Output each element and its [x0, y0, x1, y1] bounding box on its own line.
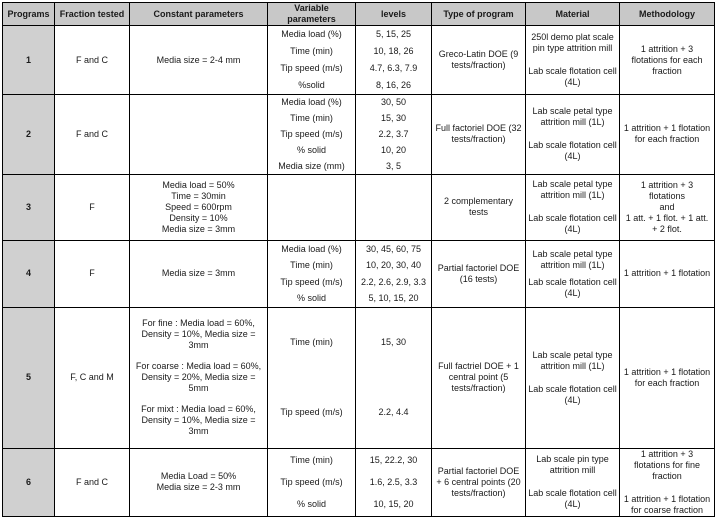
- material-line: Lab scale flotation cell (4L): [528, 488, 617, 510]
- material: [526, 307, 620, 448]
- program-number: 5: [3, 307, 55, 448]
- level-values: 10, 18, 26: [373, 46, 414, 56]
- variable-name: Tip speed (m/s): [280, 407, 343, 418]
- variable-name: Time (min): [290, 454, 333, 465]
- level-values: 30, 45, 60, 75: [365, 243, 422, 254]
- methodology-line: 1 attrition + 1 flotation for each fraction: [623, 366, 711, 388]
- levels: [356, 174, 432, 240]
- methodology-line: and: [659, 201, 675, 212]
- variable-parameters: [268, 26, 356, 95]
- variable-name: Time (min): [290, 260, 333, 271]
- fraction-tested: F and C: [55, 95, 130, 175]
- constant-parameters: [130, 95, 268, 175]
- constant-line: Media size = 3mm: [161, 268, 236, 279]
- methodology-line: 1 attrition + 3 flotations: [640, 179, 694, 201]
- variable-name: % solid: [296, 293, 326, 304]
- constant-line: Time = 30min: [171, 190, 226, 201]
- level-values: 1.6, 2.5, 3.3: [369, 476, 418, 487]
- constant-line: Media load = 50%: [162, 179, 235, 190]
- header-programs: Programs: [3, 3, 55, 26]
- variable-parameters: [268, 240, 356, 307]
- constant-line: For coarse : Media load = 60%, Density = 20%, Media size = 5mm: [135, 361, 262, 394]
- variable-name: Time (min): [290, 113, 333, 124]
- constant-line: Media Load = 50%: [160, 471, 237, 482]
- methodology: [620, 240, 715, 307]
- variable-name: % solid: [296, 499, 326, 510]
- program-number: 6: [3, 448, 55, 516]
- variable-name: Media load (%): [281, 29, 342, 39]
- constant-line: Speed = 600rpm: [165, 201, 232, 212]
- level-values: 2.2, 2.6, 2.9, 3.3: [360, 276, 427, 287]
- variable-name: Tip speed (m/s): [280, 63, 343, 73]
- variable-name: Tip speed (m/s): [280, 476, 343, 487]
- level-values: 10, 20, 30, 40: [365, 260, 422, 271]
- header-fraction-tested: Fraction tested: [55, 3, 130, 26]
- header-levels: levels: [356, 3, 432, 26]
- type-of-program: Partial factoriel DOE (16 tests): [432, 240, 526, 307]
- variable-name: Media size (mm): [278, 160, 345, 171]
- constant-line: Media size = 2-4 mm: [156, 54, 241, 65]
- header-material: Material: [526, 3, 620, 26]
- constant-parameters: [130, 240, 268, 307]
- level-values: 8, 16, 26: [375, 80, 412, 90]
- level-values: 10, 15, 20: [373, 499, 414, 510]
- methodology: [620, 448, 715, 516]
- type-of-program: Partial factoriel DOE + 6 central points (20 tests/fraction): [432, 448, 526, 516]
- table-row: [3, 95, 715, 175]
- header-methodology: Methodology: [620, 3, 715, 26]
- constant-line: Density = 10%: [169, 212, 228, 223]
- methodology-line: 1 attrition + 3 flotations for each fraction: [631, 43, 703, 76]
- fraction-tested: F and C: [55, 448, 130, 516]
- level-values: 2.2, 3.7: [378, 128, 409, 139]
- material: [526, 174, 620, 240]
- variable-parameters: [268, 174, 356, 240]
- material-line: 250l demo plat scale pin type attrition mill: [531, 32, 614, 53]
- level-values: 30, 50: [380, 97, 407, 108]
- constant-line: For fine : Media load = 60%, Density = 10%, Media size = 3mm: [141, 318, 256, 351]
- levels: [356, 26, 432, 95]
- constant-parameters: [130, 174, 268, 240]
- table-row: [3, 240, 715, 307]
- material-line: Lab scale pin type attrition mill: [536, 454, 609, 476]
- level-values: 5, 15, 25: [375, 29, 412, 39]
- material-line: Lab scale flotation cell (4L): [528, 66, 617, 87]
- variable-name: Tip speed (m/s): [280, 276, 343, 287]
- levels: [356, 240, 432, 307]
- material-line: Lab scale petal type attrition mill (1L): [532, 106, 613, 128]
- variable-parameters: [268, 95, 356, 175]
- variable-name: %solid: [298, 80, 325, 90]
- material-line: Lab scale flotation cell (4L): [528, 276, 617, 298]
- type-of-program: Full factriel DOE + 1 central point (5 tests/fraction): [432, 307, 526, 448]
- type-of-program: Greco-Latin DOE (9 tests/fraction): [432, 26, 526, 95]
- constant-parameters: [130, 26, 268, 95]
- methodology-line: 1 attrition + 3 flotations for fine fraction: [633, 448, 701, 481]
- material-line: Lab scale flotation cell (4L): [528, 213, 617, 235]
- constant-parameters: [130, 448, 268, 516]
- variable-name: Time (min): [290, 337, 333, 348]
- variable-name: Tip speed (m/s): [280, 128, 343, 139]
- table-row: [3, 448, 715, 516]
- level-values: 3, 5: [385, 160, 401, 171]
- header-row: [3, 3, 715, 26]
- level-values: 2.2, 4.4: [378, 407, 409, 418]
- methodology-line: 1 att. + 1 flot. + 1 att. + 2 flot.: [625, 212, 709, 234]
- constant-line: Media size = 2-3 mm: [156, 482, 241, 493]
- table-row: [3, 307, 715, 448]
- type-of-program: 2 complementary tests: [432, 174, 526, 240]
- header-constant-parameters: Constant parameters: [130, 3, 268, 26]
- variable-parameters: [268, 448, 356, 516]
- material: [526, 448, 620, 516]
- header-type-of-program: Type of program: [432, 3, 526, 26]
- material-line: Lab scale petal type attrition mill (1L): [532, 349, 613, 371]
- header-variable-parameters: Variable parameters: [268, 3, 356, 26]
- constant-line: Media size = 3mm: [161, 223, 236, 234]
- fraction-tested: F, C and M: [55, 307, 130, 448]
- constant-parameters: [130, 307, 268, 448]
- material-line: Lab scale petal type attrition mill (1L): [532, 248, 613, 270]
- variable-name: % solid: [296, 144, 326, 155]
- methodology-line: 1 attrition + 1 flotation: [623, 268, 711, 279]
- level-values: 15, 22.2, 30: [369, 454, 418, 465]
- table-container: [2, 2, 715, 517]
- level-values: 15, 30: [380, 113, 407, 124]
- variable-name: Media load (%): [281, 97, 342, 108]
- material: [526, 95, 620, 175]
- material-line: Lab scale flotation cell (4L): [528, 140, 617, 162]
- level-values: 10, 20: [380, 144, 407, 155]
- program-number: 3: [3, 174, 55, 240]
- level-values: 15, 30: [380, 337, 407, 348]
- material: [526, 26, 620, 95]
- methodology: [620, 26, 715, 95]
- methodology-line: 1 attrition + 1 flotation for coarse fraction: [623, 493, 711, 515]
- level-values: 4.7, 6.3, 7.9: [369, 63, 418, 73]
- type-of-program: Full factoriel DOE (32 tests/fraction): [432, 95, 526, 175]
- variable-name: Media load (%): [281, 243, 342, 254]
- program-number: 4: [3, 240, 55, 307]
- variable-name: Time (min): [290, 46, 333, 56]
- table-row: [3, 26, 715, 95]
- program-number: 1: [3, 26, 55, 95]
- program-number: 2: [3, 95, 55, 175]
- test-programs-table: [2, 2, 715, 517]
- levels: [356, 448, 432, 516]
- material-line: Lab scale petal type attrition mill (1L): [532, 179, 613, 201]
- methodology: [620, 174, 715, 240]
- fraction-tested: F: [55, 174, 130, 240]
- variable-parameters: [268, 307, 356, 448]
- material-line: Lab scale flotation cell (4L): [528, 383, 617, 405]
- table-row: [3, 174, 715, 240]
- constant-line: For mixt : Media load = 60%, Density = 10%, Media size = 3mm: [141, 404, 256, 437]
- levels: [356, 95, 432, 175]
- levels: [356, 307, 432, 448]
- material: [526, 240, 620, 307]
- methodology: [620, 307, 715, 448]
- methodology-line: 1 attrition + 1 flotation for each fraction: [623, 123, 711, 145]
- level-values: 5, 10, 15, 20: [368, 293, 419, 304]
- methodology: [620, 95, 715, 175]
- fraction-tested: F and C: [55, 26, 130, 95]
- fraction-tested: F: [55, 240, 130, 307]
